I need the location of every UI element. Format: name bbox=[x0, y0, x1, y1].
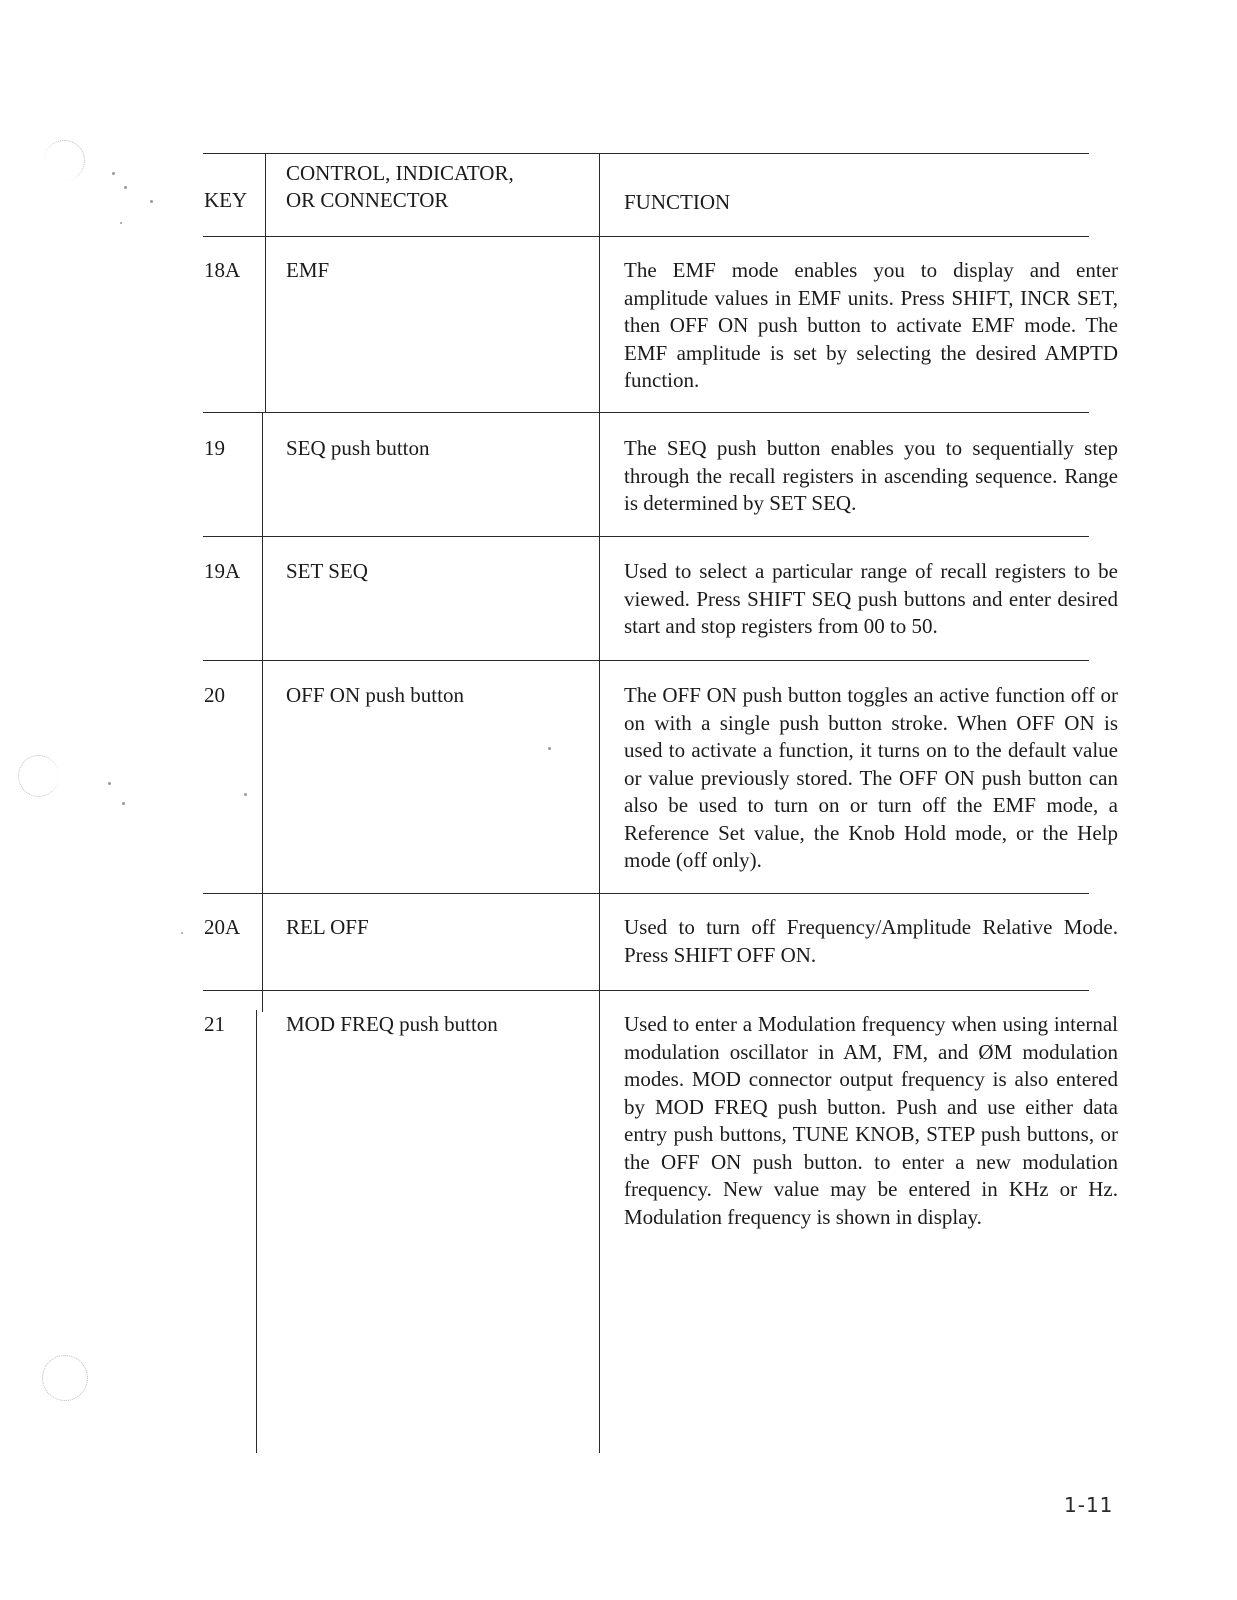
row-function: Used to enter a Modulation frequency when using internal modulation oscillator in AM, FM, and ØM modulation modes. MOD connector output frequency is also entered by MOD FREQ push button. Push and use either data entry push buttons, TUNE KNOB, STEP push buttons, or the OFF ON push button. to enter a new modulation frequency. New value may be entered in KHz or Hz. Modulation frequency is shown in display. bbox=[624, 1012, 1118, 1229]
row-control: OFF ON push button bbox=[286, 683, 464, 707]
row-control: SET SEQ bbox=[286, 559, 368, 583]
scan-speck bbox=[124, 186, 127, 189]
row-control: EMF bbox=[286, 258, 330, 282]
punch-hole-mark bbox=[44, 140, 85, 181]
row-function: The EMF mode enables you to display and enter amplitude values in EMF units. Press SHIFT, INCR SET, then OFF ON push button to activate EMF mode. The EMF amplitude is set by selecting the desired AMPTD function. bbox=[624, 258, 1118, 392]
header-function: FUNCTION bbox=[624, 190, 731, 214]
header-control-line2: OR CONNECTOR bbox=[286, 188, 449, 212]
row-rule bbox=[203, 990, 1089, 991]
row-control: SEQ push button bbox=[286, 436, 430, 460]
scan-speck bbox=[120, 222, 122, 224]
row-rule bbox=[203, 412, 1089, 413]
row-key: 19A bbox=[204, 559, 241, 583]
header-key: KEY bbox=[204, 188, 248, 212]
row-rule bbox=[203, 893, 1089, 894]
scan-speck bbox=[108, 782, 111, 785]
row-key: 20 bbox=[204, 683, 225, 707]
row-key: 20A bbox=[204, 915, 241, 939]
row-key: 18A bbox=[204, 258, 241, 282]
key-column-divider bbox=[265, 153, 266, 413]
header-control-line1: CONTROL, INDICATOR, bbox=[286, 161, 514, 185]
row-key: 21 bbox=[204, 1012, 225, 1036]
row-key: 19 bbox=[204, 436, 225, 460]
row-function: Used to select a particular range of recall registers to be viewed. Press SHIFT SEQ push buttons and enter desired start and stop registers from 00 to 50. bbox=[624, 559, 1118, 638]
row-rule bbox=[203, 660, 1089, 661]
punch-hole-mark bbox=[42, 1355, 88, 1401]
header-bottom-rule bbox=[203, 236, 1089, 237]
row-function: The OFF ON push button toggles an active function off or on with a single push button stroke. When OFF ON is used to activate a function, it turns on to the default value or value previously stored. The OFF ON push button can also be used to turn on or turn off the EMF mode, a Reference Set value, the Knob Hold mode, or the Help mode (off only). bbox=[624, 683, 1118, 872]
row-function: Used to turn off Frequency/Amplitude Relative Mode. Press SHIFT OFF ON. bbox=[624, 915, 1118, 967]
scan-speck bbox=[122, 802, 125, 805]
key-column-divider bbox=[256, 1010, 257, 1453]
punch-hole-mark bbox=[18, 755, 59, 797]
row-rule bbox=[203, 536, 1089, 537]
row-control: REL OFF bbox=[286, 915, 369, 939]
scan-speck bbox=[150, 200, 153, 203]
scan-speck bbox=[548, 747, 551, 750]
row-control: MOD FREQ push button bbox=[286, 1012, 498, 1036]
scan-speck bbox=[181, 932, 183, 934]
scan-speck bbox=[244, 793, 247, 796]
row-function: The SEQ push button enables you to sequentially step through the recall registers in ascending sequence. Range is determined by SET SEQ. bbox=[624, 436, 1118, 515]
page-number: 1-11 bbox=[1064, 1493, 1114, 1517]
function-column-divider bbox=[599, 153, 600, 1453]
scan-speck bbox=[112, 172, 115, 175]
table-top-rule bbox=[203, 153, 1089, 154]
key-column-divider bbox=[262, 412, 263, 1012]
